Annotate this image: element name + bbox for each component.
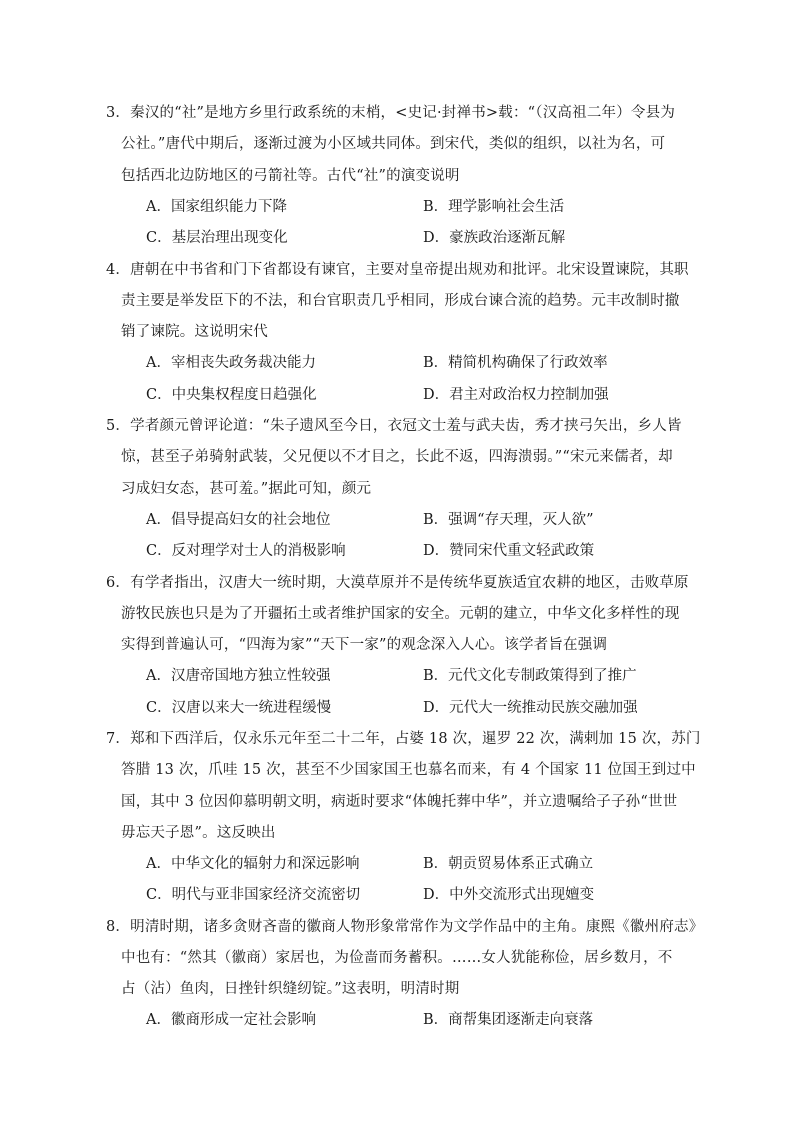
question-3-option-c[interactable]: C．基层治理出现变化	[146, 230, 288, 247]
question-6-line-2: 游牧民族也只是为了开疆拓土或者维护国家的安全。元朝的建立，中华文化多样性的现	[121, 605, 680, 622]
question-4-option-a[interactable]: A．宰相丧失政务裁决能力	[146, 355, 316, 372]
question-6-option-d[interactable]: D．元代大一统推动民族交融加强	[423, 699, 638, 716]
question-6-option-c[interactable]: C．汉唐以来大一统进程缓慢	[146, 699, 332, 716]
question-5-option-c[interactable]: C．反对理学对士人的消极影响	[146, 543, 346, 560]
question-3-line-3: 包括西北边防地区的弓箭社等。古代“社”的演变说明	[121, 167, 460, 184]
question-7-option-a[interactable]: A．中华文化的辐射力和深远影响	[146, 856, 360, 873]
question-3-line-1: 3．秦汉的“社”是地方乡里行政系统的末梢，<史记·封禅书>载：“（汉高祖二年）令县为	[106, 105, 676, 121]
question-7-line-2: 答腊 13 次，爪哇 15 次，甚至不少国家国王也慕名而来，有 4 个国家 11 位国王到过中	[121, 762, 696, 779]
question-3-option-b[interactable]: B．理学影响社会生活	[423, 198, 565, 215]
question-6-line-1: 6．有学者指出，汉唐大一统时期，大漠草原并不是传统华夏族适宜农耕的地区，击败草原	[106, 574, 689, 591]
question-5-option-b[interactable]: B．强调“存天理，灭人欲”	[423, 511, 594, 528]
question-5	[106, 411, 682, 567]
question-5-line-3: 习成妇女态，甚可羞。”据此可知，颜元	[121, 480, 372, 497]
question-8-line-3: 占（沾）鱼肉，日挫针织缝纫锭。”这表明，明清时期	[121, 981, 460, 998]
question-3-option-a[interactable]: A．国家组织能力下降	[146, 198, 287, 215]
question-6-options-row-2	[121, 693, 681, 724]
question-4-option-d[interactable]: D．君主对政治权力控制加强	[423, 386, 609, 403]
question-5-options-row-2	[121, 536, 681, 567]
question-4-option-c[interactable]: C．中央集权程度日趋强化	[146, 386, 317, 403]
question-4-option-b[interactable]: B．精简机构确保了行政效率	[423, 355, 608, 372]
question-4-line-2: 责主要是举发臣下的不法，和台官职责几乎相同，形成台谏合流的趋势。元丰改制时撤	[121, 292, 680, 309]
question-3-options-row-2	[121, 223, 681, 254]
question-4-line-3: 销了谏院。这说明宋代	[121, 324, 268, 341]
question-7-option-d[interactable]: D．中外交流形式出现嬗变	[423, 887, 595, 904]
question-7	[106, 724, 701, 912]
question-5-line-2: 惊，甚至子弟骑射武装，父兄便以不才目之，长此不返，四海溃弱。”“宋元来儒者，却	[121, 449, 673, 466]
question-3-option-d[interactable]: D．豪族政治逐渐瓦解	[423, 230, 566, 247]
question-6-option-a[interactable]: A．汉唐帝国地方独立性较强	[146, 668, 331, 685]
question-8-options-row-1	[121, 1005, 681, 1036]
question-4	[106, 255, 689, 411]
question-8-option-b[interactable]: B．商帮集团逐渐走向衰落	[423, 1012, 594, 1029]
question-4-options-row-2	[121, 380, 681, 411]
question-7-line-3: 国，其中 3 位因仰慕明朝文明，病逝时要求“体魄托葬中华”，并立遗嘱给子子孙“世世	[121, 793, 678, 810]
question-7-line-4: 毋忘天子恩”。这反映出	[121, 824, 276, 841]
question-6	[106, 568, 689, 724]
question-7-options-row-1	[121, 849, 681, 880]
question-8-line-2: 中也有：“然其（徽商）家居也，为俭啬而务蓄积。……女人犹能称俭，居乡数月，不	[121, 949, 673, 966]
question-5-option-d[interactable]: D．赞同宋代重文轻武政策	[423, 543, 595, 560]
question-7-line-1: 7．郑和下西洋后，仅永乐元年至二十二年，占婆 18 次，暹罗 22 次，满剌加 15 次，苏门	[106, 731, 701, 747]
question-8	[106, 912, 704, 1037]
question-3-line-2: 公社。”唐代中期后，逐渐过渡为小区域共同体。到宋代，类似的组织，以社为名，可	[121, 136, 666, 153]
question-8-option-a[interactable]: A．徽商形成一定社会影响	[146, 1012, 316, 1029]
question-5-options-row-1	[121, 505, 681, 536]
question-3	[106, 98, 681, 254]
question-7-options-row-2	[121, 880, 681, 911]
question-5-option-a[interactable]: A．倡导提高妇女的社会地位	[146, 511, 331, 528]
question-7-option-c[interactable]: C．明代与亚非国家经济交流密切	[146, 887, 361, 904]
question-5-line-1: 5．学者颜元曾评论道：“朱子遗风至今日，衣冠文士羞与武夫齿，秀才挟弓矢出，乡人皆	[106, 418, 682, 434]
question-7-option-b[interactable]: B．朝贡贸易体系正式确立	[423, 856, 594, 873]
question-6-option-b[interactable]: B．元代文化专制政策得到了推广	[423, 668, 637, 685]
question-6-options-row-1	[121, 661, 681, 692]
question-3-options-row-1	[121, 192, 681, 223]
question-4-options-row-1	[121, 348, 681, 379]
question-6-line-3: 实得到普遍认可，“四海为家”“天下一家”的观念深入人心。该学者旨在强调	[121, 637, 608, 654]
question-8-line-1: 8．明清时期，诸多贪财吝啬的徽商人物形象常常作为文学作品中的主角。康熙《徽州府志》	[106, 918, 704, 935]
question-4-line-1: 4．唐朝在中书省和门下省都设有谏官，主要对皇帝提出规劝和批评。北宋设置谏院，其职	[106, 261, 689, 278]
